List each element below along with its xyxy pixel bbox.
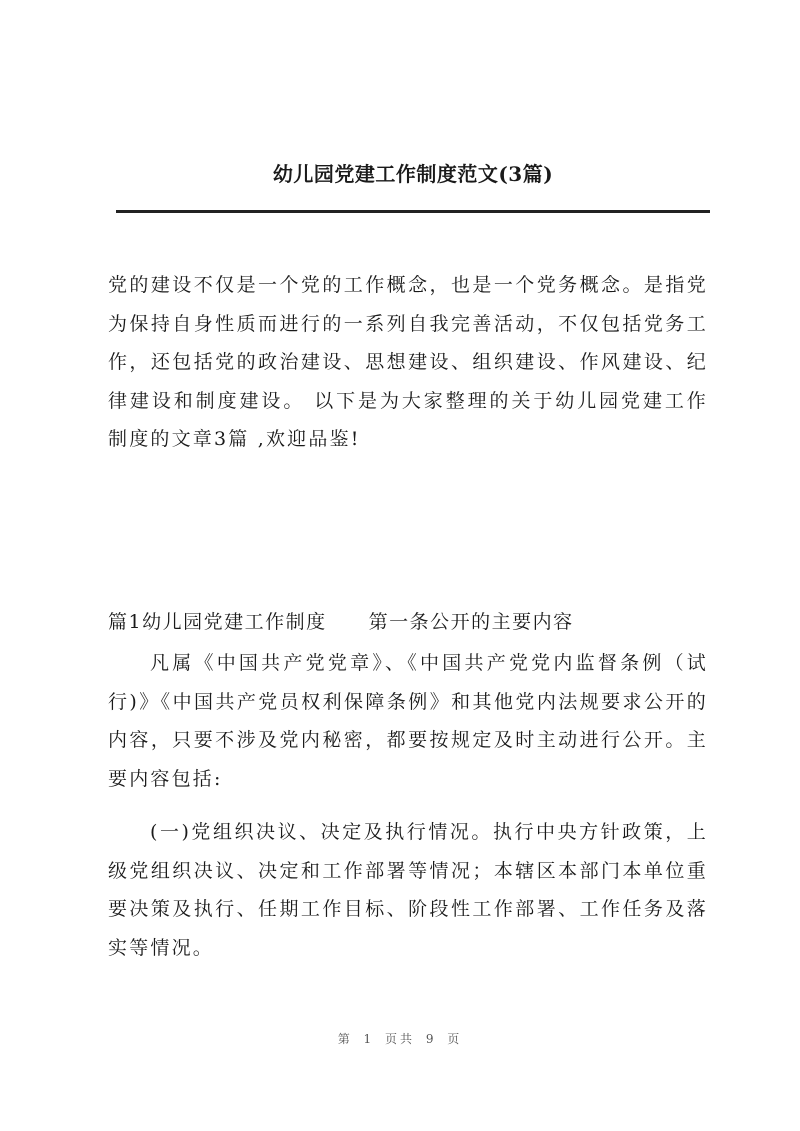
section-title: 篇1幼儿园党建工作制度	[108, 611, 327, 633]
title-divider	[116, 210, 710, 213]
page-number: 第 1 页共 9 页	[337, 1032, 463, 1046]
section-paragraph-2: (一)党组织决议、决定及执行情况。执行中央方针政策，上级党组织决议、决定和工作部署等情况；本辖区本部门本单位重要决策及执行、任期工作目标、阶段性工作部署、工作任务及落实等情况。	[108, 821, 708, 959]
intro-paragraph: 党的建设不仅是一个党的工作概念，也是一个党务概念。是指党为保持自身性质而进行的一系列自我完善活动，不仅包括党务工作，还包括党的政治建设、思想建设、组织建设、作风建设、纪律建设和制度建设。 以下是为大家整理的关于幼儿园党建工作制度的文章3篇 ,欢迎品鉴!	[108, 274, 708, 450]
section-heading	[108, 603, 574, 642]
section-paragraph-1: 凡属《中国共产党党章》、《中国共产党党内监督条例（试行)》《中国共产党员权利保障条例》和其他党内法规要求公开的内容，只要不涉及党内秘密，都要按规定及时主动进行公开。主要内容包括:	[108, 652, 708, 790]
section-subtitle: 第一条公开的主要内容	[368, 611, 574, 633]
document-title: 幼儿园党建工作制度范文(3篇)	[272, 162, 554, 186]
